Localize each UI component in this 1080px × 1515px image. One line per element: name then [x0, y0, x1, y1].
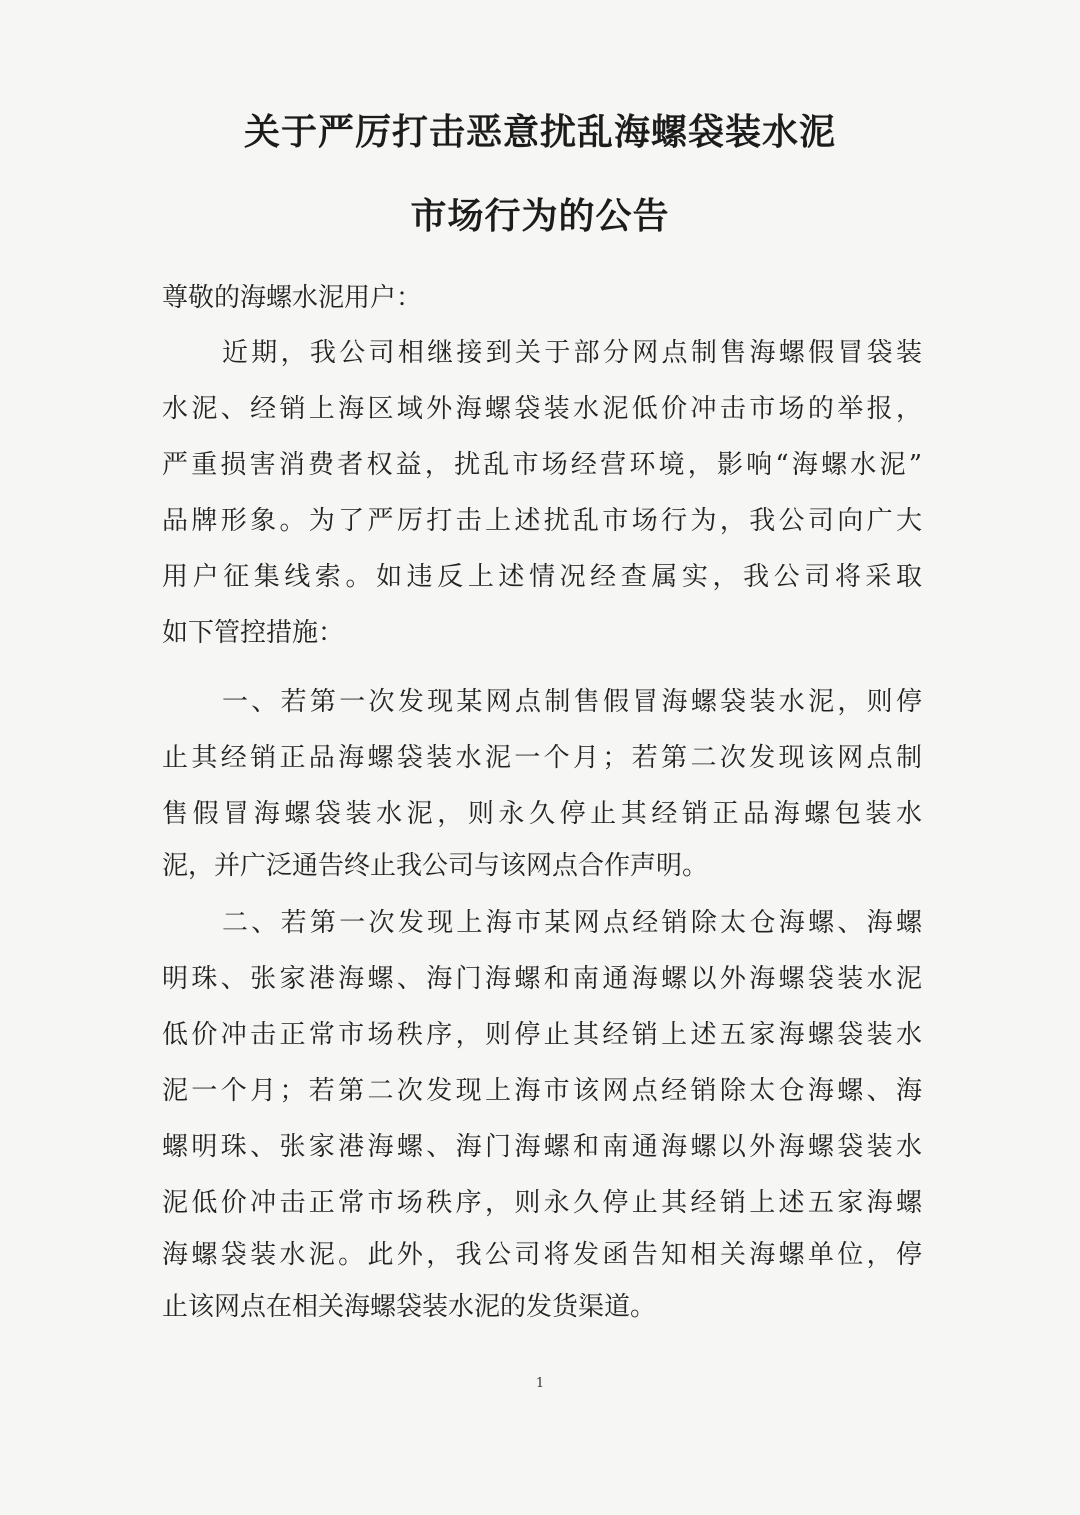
- paragraph-3-line: 止该网点在相关海螺袋装水泥的发货渠道。: [162, 1292, 657, 1322]
- paragraph-3-line: 低价冲击正常市场秩序，则停止其经销上述五家海螺袋装水: [162, 1020, 922, 1050]
- paragraph-2-line: 泥，并广泛通告终止我公司与该网点合作声明。: [162, 851, 709, 881]
- paragraph-3-line: 泥一个月；若第二次发现上海市该网点经销除太仓海螺、海: [162, 1076, 922, 1106]
- paragraph-3-line: 明珠、张家港海螺、海门海螺和南通海螺以外海螺袋装水泥: [162, 964, 922, 994]
- paragraph-3-line: 螺明珠、张家港海螺、海门海螺和南通海螺以外海螺袋装水: [162, 1132, 922, 1162]
- paragraph-3-line: 泥低价冲击正常市场秩序，则永久停止其经销上述五家海螺: [162, 1188, 922, 1218]
- document-title-line-1: 关于严厉打击恶意扰乱海螺袋装水泥: [243, 112, 836, 153]
- paragraph-1-line: 品牌形象。为了严厉打击上述扰乱市场行为，我公司向广大: [162, 506, 922, 536]
- paragraph-2-line: 止其经销正品海螺袋装水泥一个月；若第二次发现该网点制: [162, 743, 922, 773]
- paragraph-3-line: 海螺袋装水泥。此外，我公司将发函告知相关海螺单位，停: [162, 1240, 922, 1270]
- paragraph-3-line: 二、若第一次发现上海市某网点经销除太仓海螺、海螺: [222, 908, 922, 938]
- page-number: 1: [535, 1376, 545, 1391]
- paragraph-1-line: 如下管控措施：: [162, 618, 345, 648]
- paragraph-1-line: 用户征集线索。如违反上述情况经查属实，我公司将采取: [162, 562, 922, 592]
- paragraph-1-line: 水泥、经销上海区域外海螺袋装水泥低价冲击市场的举报，: [162, 394, 922, 424]
- paragraph-2-line: 售假冒海螺袋装水泥，则永久停止其经销正品海螺包装水: [162, 799, 922, 829]
- salutation: 尊敬的海螺水泥用户：: [162, 283, 423, 313]
- document-title-line-2: 市场行为的公告: [410, 196, 670, 237]
- paragraph-1-line: 近期，我公司相继接到关于部分网点制售海螺假冒袋装: [222, 338, 922, 368]
- paragraph-2-line: 一、若第一次发现某网点制售假冒海螺袋装水泥，则停: [222, 687, 922, 717]
- paragraph-1-line: 严重损害消费者权益，扰乱市场经营环境，影响“海螺水泥”: [162, 450, 922, 480]
